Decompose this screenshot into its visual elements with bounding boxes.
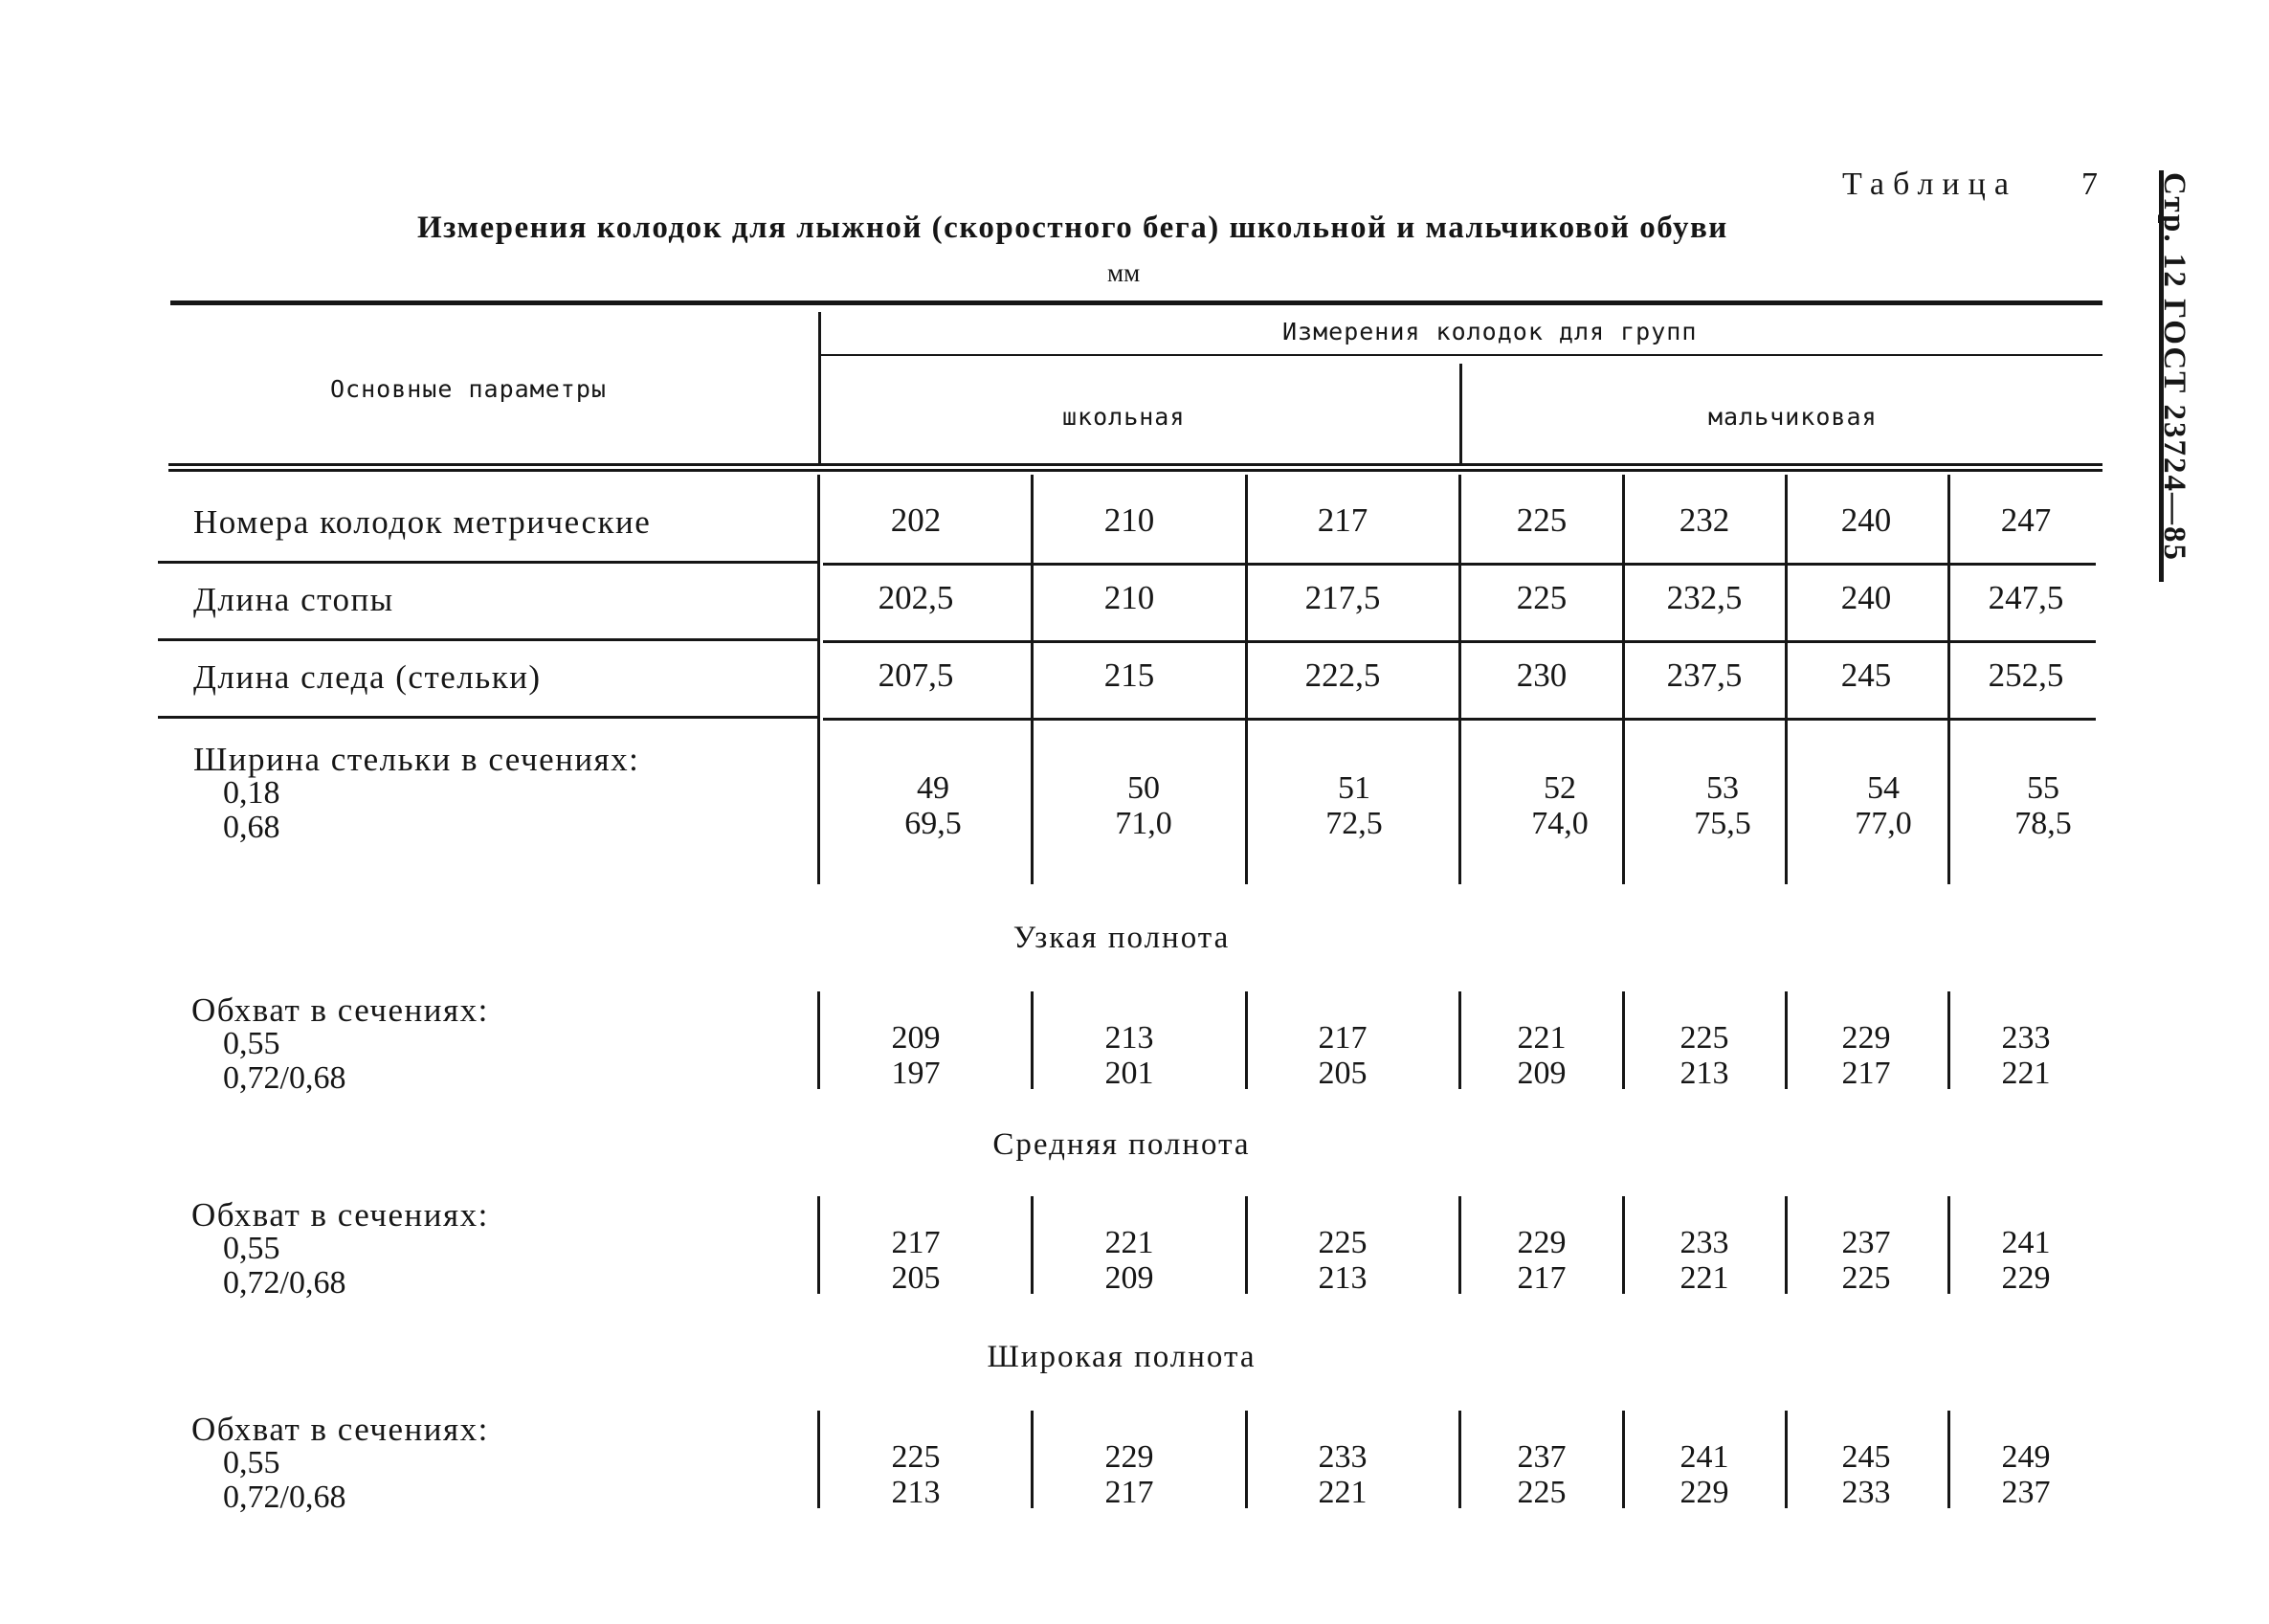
col-divider [1785,991,1788,1089]
row-rule-3-right [823,718,2096,721]
table-cell: 233 221 [1318,1439,1368,1510]
page-title: Измерения колодок для лыжной (скоростного бега) школьной и мальчиковой обуви [417,211,1728,245]
table-label: Таблица [1842,167,2017,202]
section-title-narrow: Узкая полнота [1012,921,1231,955]
col-divider [1458,1196,1461,1294]
table-cell: 247,5 [1988,579,2064,616]
table-cell: 221 209 [1517,1020,1567,1091]
table-cell: 233 221 [2001,1020,2051,1091]
table-cell: 229 217 [1517,1225,1567,1296]
col-divider [1031,1196,1034,1294]
col-divider-2 [1031,475,1034,884]
col-divider [1031,1411,1034,1508]
col-divider [1245,1411,1248,1508]
table-cell: 241 229 [2001,1225,2051,1296]
table-cell: 215 [1103,656,1155,694]
table-cell: 49 69,5 [904,770,962,841]
table-cell: 247 [2000,501,2052,539]
section-title-wide: Широкая полнота [987,1340,1257,1374]
col-divider [1785,1196,1788,1294]
row-sublabel: 0,55 [223,1026,280,1061]
unit-label: мм [1107,258,1141,287]
group-boys-header: мальчиковая [1708,403,1878,431]
row-sublabel: 0,72/0,68 [223,1265,346,1301]
col-divider-4 [1458,475,1461,884]
row-sublabel: 0,55 [223,1231,280,1266]
table-cell: 240 [1840,579,1892,616]
table-cell: 55 78,5 [2014,770,2072,841]
side-page-reference: Стр. 12 ГОСТ 23724—85 [2157,172,2191,562]
col-divider [1245,991,1248,1089]
table-top-rule [170,300,2102,305]
row-rule-3-left [158,716,818,719]
row-label-insole-width: Ширина стельки в сечениях: [193,741,640,778]
table-cell: 217 205 [891,1225,941,1296]
table-cell: 229 217 [1841,1020,1891,1091]
col-divider [1458,991,1461,1089]
table-cell: 232 [1679,501,1730,539]
group-column-header: Измерения колодок для групп [1282,318,1698,345]
row-sublabel: 0,72/0,68 [223,1479,346,1515]
table-cell: 237 225 [1517,1439,1567,1510]
header-bottom-rule-2 [168,469,2102,472]
table-cell: 207,5 [878,656,954,694]
table-cell: 249 237 [2001,1439,2051,1510]
table-cell: 53 75,5 [1694,770,1751,841]
table-cell: 217 [1317,501,1368,539]
table-cell: 213 201 [1104,1020,1154,1091]
table-cell: 232,5 [1666,579,1743,616]
row-rule-1-left [158,561,818,564]
table-cell: 225 213 [1680,1020,1729,1091]
col-divider [1947,1411,1950,1508]
row-sublabel: 0,68 [223,810,280,845]
row-label-girth-narrow: Обхват в сечениях: [191,991,489,1029]
row-label-girth-medium: Обхват в сечениях: [191,1196,489,1234]
table-cell: 210 [1103,501,1155,539]
table-cell: 52 74,0 [1531,770,1589,841]
row-label-insole-length: Длина следа (стельки) [193,658,542,696]
header-divider-param [818,312,821,465]
table-cell: 209 197 [891,1020,941,1091]
row-rule-2-left [158,638,818,641]
group-header-rule [821,354,2102,356]
table-cell: 237 225 [1841,1225,1891,1296]
col-divider [1458,1411,1461,1508]
table-cell: 241 229 [1680,1439,1729,1510]
group-school-header: школьная [1062,403,1186,431]
table-cell: 50 71,0 [1115,770,1172,841]
param-column-header: Основные параметры [330,375,607,403]
table-cell: 202,5 [878,579,954,616]
header-bottom-rule-1 [168,463,2102,466]
row-label-foot-length: Длина стопы [193,581,394,618]
col-divider [1622,991,1625,1089]
table-cell: 233 221 [1680,1225,1729,1296]
row-label-girth-wide: Обхват в сечениях: [191,1411,489,1448]
table-number: 7 [2081,167,2098,202]
table-cell: 222,5 [1304,656,1381,694]
col-divider [1245,1196,1248,1294]
header-divider-groups [1459,364,1462,465]
col-divider [1785,1411,1788,1508]
col-divider-1 [817,475,820,884]
table-cell: 252,5 [1988,656,2064,694]
row-sublabel: 0,55 [223,1445,280,1480]
row-label-last-numbers: Номера колодок метрические [193,503,652,541]
table-cell: 225 213 [1318,1225,1368,1296]
table-cell: 217 205 [1318,1020,1368,1091]
table-cell: 217,5 [1304,579,1381,616]
row-rule-2-right [823,640,2096,643]
table-cell: 229 217 [1104,1439,1154,1510]
table-cell: 202 [890,501,942,539]
col-divider [1031,991,1034,1089]
table-cell: 51 72,5 [1325,770,1383,841]
table-cell: 225 [1516,579,1568,616]
row-sublabel: 0,72/0,68 [223,1060,346,1096]
section-title-medium: Средняя полнота [992,1127,1251,1162]
col-divider [1947,991,1950,1089]
table-cell: 210 [1103,579,1155,616]
row-rule-1-right [823,563,2096,566]
col-divider [1947,1196,1950,1294]
col-divider [1622,1196,1625,1294]
col-divider [817,1411,820,1508]
table-cell: 240 [1840,501,1892,539]
col-divider [1622,1411,1625,1508]
table-cell: 245 233 [1841,1439,1891,1510]
table-cell: 245 [1840,656,1892,694]
table-cell: 225 213 [891,1439,941,1510]
col-divider [817,1196,820,1294]
row-sublabel: 0,18 [223,775,280,811]
col-divider [817,991,820,1089]
table-cell: 230 [1516,656,1568,694]
table-cell: 221 209 [1104,1225,1154,1296]
table-cell: 225 [1516,501,1568,539]
table-cell: 54 77,0 [1855,770,1912,841]
col-divider-3 [1245,475,1248,884]
table-cell: 237,5 [1666,656,1743,694]
